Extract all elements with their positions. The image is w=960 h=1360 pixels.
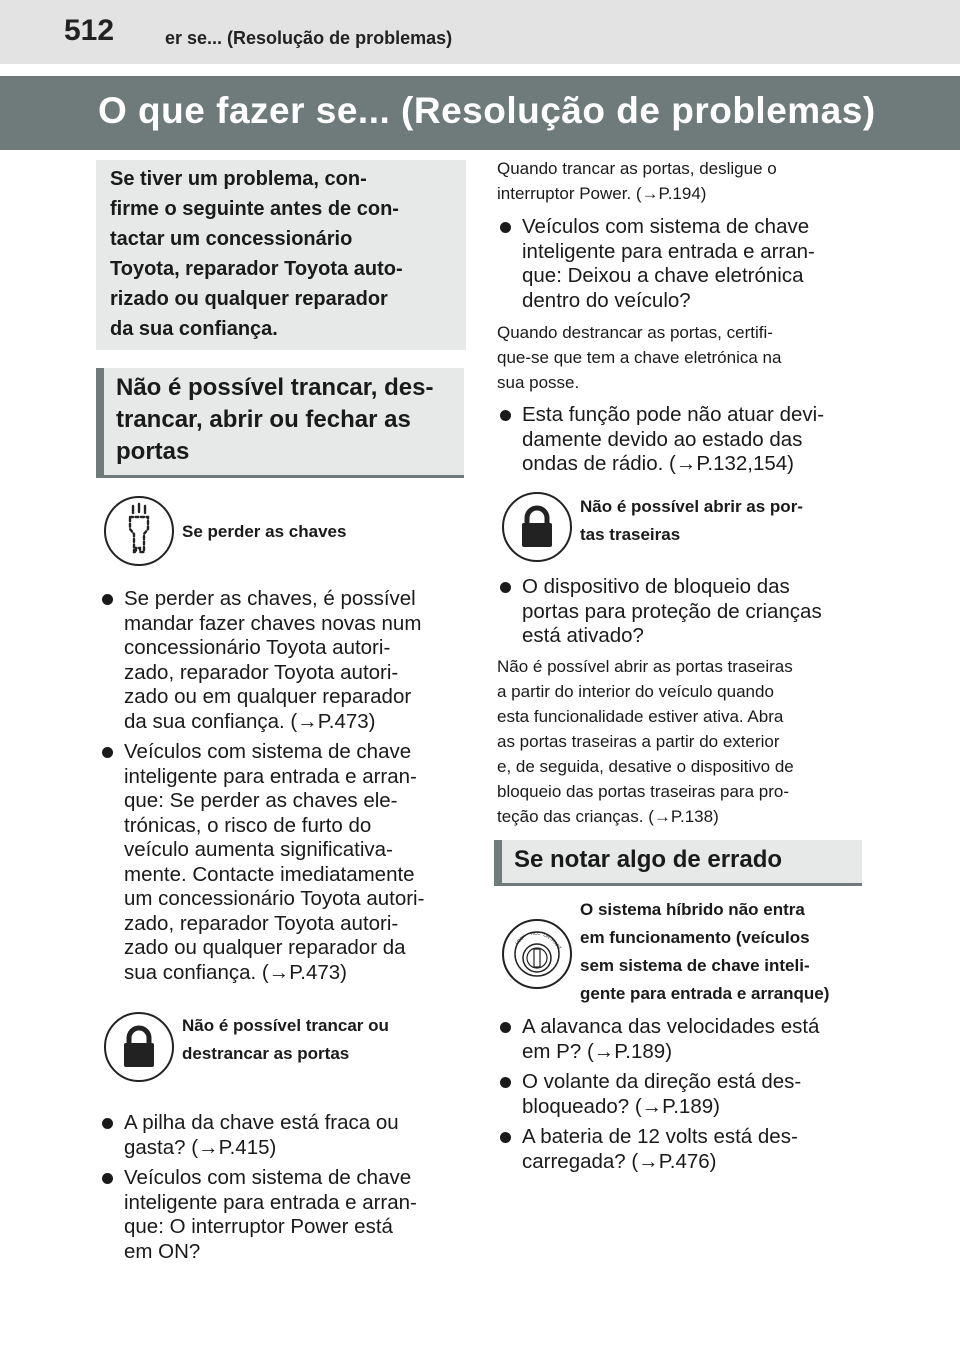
- intro-line: firme o seguinte antes de con-: [110, 198, 399, 220]
- ignition-switch-icon: [502, 919, 572, 989]
- section-heading-wrong: [494, 840, 862, 886]
- bullet-item: [498, 403, 868, 477]
- note-line: bloqueio das portas traseiras para pro-: [497, 782, 789, 801]
- padlock-icon: [502, 492, 572, 562]
- note-line: Quando trancar as portas, desligue o: [497, 159, 777, 178]
- note-line: Não é possível abrir as portas traseiras: [497, 657, 793, 676]
- note-line: e, de seguida, desative o dispositivo de: [497, 757, 794, 776]
- bullet-line: Se perder as chaves, é possível: [124, 587, 416, 610]
- bullet-line: em ON?: [124, 1239, 201, 1263]
- radio-wave-bullets: [498, 403, 868, 483]
- bullet-line: zado, reparador Toyota autori-: [124, 911, 399, 935]
- switch-label-on: ON: [542, 932, 551, 940]
- label-line: Não é possível abrir as por-: [580, 497, 803, 516]
- bullet-line: inteligente para entrada e arran-: [522, 239, 815, 263]
- bullet-line: em P? (→P.189): [522, 1039, 673, 1063]
- label-line: Não é possível trancar ou: [182, 1016, 389, 1035]
- bullet-line: veículo aumenta significativa-: [124, 838, 393, 861]
- running-title: er se... (Resolução de problemas): [165, 28, 453, 48]
- hybrid-bullets: [498, 1015, 868, 1180]
- bullet-line: carregada? (→P.476): [522, 1149, 717, 1173]
- bullet-line: que: O interruptor Power está: [124, 1215, 393, 1238]
- label-line: gente para entrada e arranque): [580, 984, 830, 1003]
- bullet-item: [498, 1015, 868, 1064]
- switch-label-acc: ACC: [531, 931, 541, 936]
- switch-label-lock: LOCK: [514, 933, 527, 946]
- bullet-line: portas para proteção de crianças: [522, 599, 822, 623]
- intro-line: da sua confiança.: [110, 318, 278, 340]
- bullet-line: damente devido ao estado das: [522, 427, 803, 451]
- lost-keys-bullets: [100, 587, 470, 991]
- bullet-line: inteligente para entrada e arran-: [124, 1190, 417, 1214]
- bullet-line: um concessionário Toyota autori-: [124, 887, 425, 910]
- unlock-note: [497, 320, 867, 395]
- bullet-line: sua confiança. (→P.473): [124, 960, 347, 984]
- cannot-lock-label: [182, 1012, 389, 1068]
- bullet-line: trónicas, o risco de furto do: [124, 813, 372, 837]
- bullet-item: [100, 1166, 470, 1264]
- bullet-line: A alavanca das velocidades está: [522, 1015, 820, 1038]
- bullet-item: [100, 1111, 470, 1160]
- continuation-note: [497, 156, 867, 206]
- intro-line: tactar um concessionário: [110, 228, 353, 250]
- key-warning-icon: [104, 496, 174, 566]
- bullet-line: mente. Contacte imediatamente: [124, 862, 415, 886]
- child-lock-bullets: [498, 575, 868, 655]
- bullet-line: gasta? (→P.415): [124, 1135, 277, 1159]
- bullet-line: A bateria de 12 volts está des-: [522, 1125, 798, 1148]
- bullet-line: está ativado?: [522, 624, 644, 647]
- bullet-line: ondas de rádio. (→P.132,154): [522, 452, 795, 475]
- bullet-line: Veículos com sistema de chave: [124, 1166, 412, 1189]
- note-line: as portas traseiras a partir do exterior: [497, 732, 780, 751]
- rear-doors-label: [580, 493, 803, 549]
- bullet-item: [100, 587, 470, 734]
- section-heading-line: portas: [116, 438, 190, 465]
- bullet-line: zado ou em qualquer reparador: [124, 685, 412, 708]
- child-lock-note: [497, 654, 867, 829]
- bullet-line: da sua confiança. (→P.473): [124, 709, 376, 733]
- bullet-line: A pilha da chave está fraca ou: [124, 1111, 399, 1134]
- intro-line: Toyota, reparador Toyota auto-: [110, 258, 403, 280]
- page-title: O que fazer se... (Resolução de problemas): [98, 90, 876, 131]
- section-heading-line: Não é possível trancar, des-: [116, 374, 434, 401]
- bullet-item: [100, 740, 470, 985]
- note-line: esta funcionalidade estiver ativa. Abra: [497, 707, 784, 726]
- title-band: [0, 76, 960, 150]
- bullet-line: mandar fazer chaves novas num: [124, 611, 422, 635]
- bullet-line: Esta função pode não atuar devi-: [522, 403, 825, 426]
- bullet-line: que: Deixou a chave eletrónica: [522, 264, 804, 287]
- bullet-line: dentro do veículo?: [522, 288, 691, 312]
- section-heading-line: Se notar algo de errado: [514, 846, 783, 873]
- bullet-line: O volante da direção está des-: [522, 1070, 802, 1093]
- section-heading-doors: [96, 368, 464, 478]
- bullet-item: [498, 575, 868, 649]
- label-line: O sistema híbrido não entra: [580, 900, 805, 919]
- switch-label-start: START: [549, 936, 563, 951]
- label-line: em funcionamento (veículos: [580, 928, 810, 947]
- label-line: sem sistema de chave inteli-: [580, 956, 810, 975]
- bullet-line: zado, reparador Toyota autori-: [124, 660, 399, 684]
- page-number: 512: [64, 14, 115, 47]
- hybrid-start-label: [580, 896, 829, 1008]
- lost-keys-label: Se perder as chaves: [182, 522, 347, 541]
- bullet-item: [498, 1125, 868, 1174]
- note-line: Quando destrancar as portas, certifi-: [497, 323, 773, 342]
- running-header: [0, 0, 960, 64]
- note-line: que-se que tem a chave eletrónica na: [497, 348, 782, 367]
- section-heading-line: trancar, abrir ou fechar as: [116, 406, 411, 433]
- intro-line: Se tiver um problema, con-: [110, 168, 367, 190]
- note-line: a partir do interior do veículo quando: [497, 682, 774, 701]
- bullet-item: [498, 215, 868, 313]
- note-line: interruptor Power. (→P.194): [497, 184, 707, 203]
- intro-notice-box: [96, 160, 466, 350]
- intro-line: rizado ou qualquer reparador: [110, 288, 388, 310]
- bullet-line: que: Se perder as chaves ele-: [124, 789, 398, 812]
- bullet-line: O dispositivo de bloqueio das: [522, 575, 790, 598]
- label-line: tas traseiras: [580, 525, 681, 544]
- cannot-lock-bullets: [100, 1111, 470, 1270]
- bullet-line: bloqueado? (→P.189): [522, 1094, 720, 1118]
- bullet-line: inteligente para entrada e arran-: [124, 764, 417, 788]
- bullet-line: zado ou qualquer reparador da: [124, 936, 406, 959]
- label-line: destrancar as portas: [182, 1044, 350, 1063]
- bullet-line: concessionário Toyota autori-: [124, 636, 391, 659]
- bullet-item: [498, 1070, 868, 1119]
- bullet-line: Veículos com sistema de chave: [522, 215, 810, 238]
- note-line: teção das crianças. (→P.138): [497, 807, 719, 826]
- smart-key-bullets: [498, 215, 868, 319]
- bullet-line: Veículos com sistema de chave: [124, 740, 412, 763]
- note-line: sua posse.: [497, 373, 580, 392]
- padlock-icon: [104, 1012, 174, 1082]
